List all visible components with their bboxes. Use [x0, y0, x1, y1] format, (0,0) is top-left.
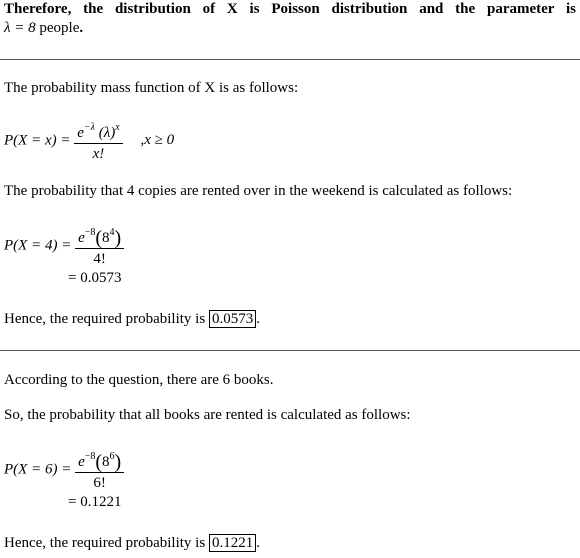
period: .	[79, 20, 84, 36]
pmf-intro: The probability mass function of X is as follows:	[4, 80, 299, 96]
answer-period-1: .	[256, 311, 260, 327]
answer-line-2	[4, 535, 260, 552]
calc-fraction-6: $\frac{e^{-8}(8^6)}{6!}$	[75, 447, 124, 493]
parameter-unit: people	[39, 20, 80, 36]
calc-fraction-4: $\frac{e^{-8}(8^4)}{4!}$	[75, 223, 124, 269]
pmf-formula	[4, 118, 174, 164]
pmf-lhs: P(X = x) =	[4, 132, 71, 149]
calc-lhs-6: P(X = 6) =	[4, 461, 72, 478]
lambda-value: λ = 8	[4, 20, 36, 36]
calc-num-pow-4: 4	[109, 227, 115, 238]
calc-num-exp-6: −8	[84, 451, 96, 462]
calc-result-6: = 0.1221	[68, 494, 122, 510]
calc-num-pow-6: 6	[109, 451, 115, 462]
answer-prefix-1: Hence, the required probability is	[4, 311, 206, 327]
calc-num-exp-4: −8	[84, 227, 96, 238]
parameter-line	[4, 20, 83, 37]
calc-num-e-6: e	[78, 454, 85, 470]
answer-prefix-2: Hence, the required probability is	[4, 535, 206, 551]
calc-num-base-6: 8	[102, 454, 110, 470]
pmf-condition: ,x ≥ 0	[140, 132, 175, 149]
divider	[0, 59, 580, 60]
calc-result-4: = 0.0573	[68, 270, 122, 286]
pmf-num-e: e	[77, 125, 84, 141]
calc-lhs-4: P(X = 4) =	[4, 237, 72, 254]
divider	[0, 350, 580, 351]
calc-den-4: 4!	[93, 251, 106, 267]
calc-intro-4: The probability that 4 copies are rented over in the weekend is calculated as follows:	[4, 183, 513, 199]
answer-line-1	[4, 311, 260, 328]
calc-formula-4	[4, 223, 124, 269]
calc-formula-6	[4, 447, 124, 493]
calc-den-6: 6!	[93, 475, 106, 491]
calc-intro-6: So, the probability that all books are rented is calculated as follows:	[4, 407, 411, 423]
calc-num-e-4: e	[78, 230, 85, 246]
pmf-num-exp: −λ	[83, 122, 95, 133]
pmf-fraction	[74, 118, 122, 164]
answer-box-1: 0.0573	[209, 310, 256, 328]
conclusion-line: Therefore, the distribution of X is Poisson distribution and the parameter is	[4, 1, 576, 17]
calc-num-base-4: 8	[102, 230, 110, 246]
question-note: According to the question, there are 6 books.	[4, 372, 274, 388]
pmf-num-paren: (λ)	[98, 125, 116, 141]
answer-box-2: 0.1221	[209, 534, 256, 552]
answer-period-2: .	[256, 535, 260, 551]
pmf-num-pow: x	[115, 122, 120, 133]
pmf-den: x!	[92, 146, 105, 162]
